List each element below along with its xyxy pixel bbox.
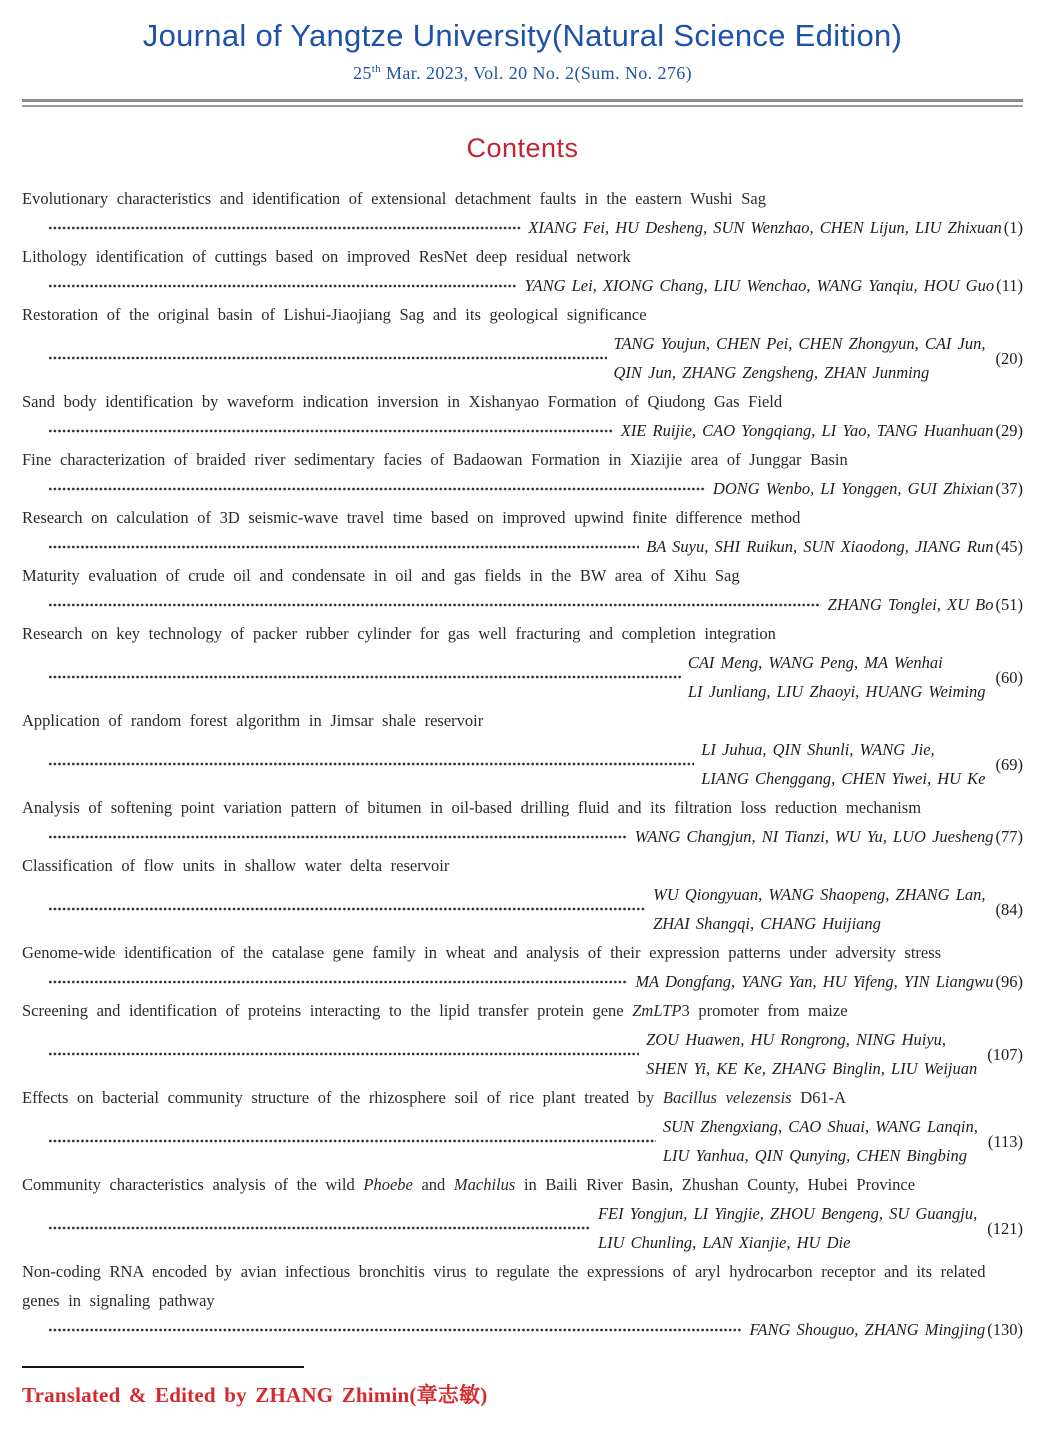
leader-row (22, 329, 1023, 387)
title-text: 3 promoter from maize (681, 1001, 848, 1020)
title-species-name: Phoebe (363, 1175, 413, 1194)
leader-row (22, 648, 1023, 706)
dot-leader (48, 353, 607, 363)
title-text: Screening and identification of proteins interacting to the lipid transfer protein gene (22, 1001, 633, 1020)
article-title: Analysis of softening point variation pattern of bitumen in oil-based drilling fluid and its filtration loss reduction mechanism (22, 798, 922, 817)
author-line: LIANG Chenggang, CHEN Yiwei, HU Ke (701, 769, 986, 788)
page-number: (20) (995, 348, 1023, 368)
article-title: Evolutionary characteristics and identification of extensional detachment faults in the eastern Wushi Sag (22, 189, 766, 208)
header-divider (22, 99, 1023, 107)
toc-entry (22, 996, 1023, 1083)
contents-heading: Contents (466, 133, 579, 163)
page-number: (84) (995, 899, 1023, 919)
article-title: Lithology identification of cuttings based on improved ResNet deep residual network (22, 247, 631, 266)
article-title: Restoration of the original basin of Lishui-Jiaojiang Sag and its geological significance (22, 305, 647, 324)
journal-title: Journal of Yangtze University(Natural Science Edition) (142, 18, 903, 53)
dot-leader (48, 759, 694, 769)
author-line: LIU Chunling, LAN Xianjie, HU Die (597, 1233, 851, 1252)
author-block (614, 329, 986, 387)
page-number: (45) (995, 537, 1023, 556)
toc-entry (22, 851, 1023, 938)
page-number: (107) (987, 1044, 1023, 1064)
leader-row (22, 880, 1023, 938)
leader-row (22, 1025, 1023, 1083)
table-of-contents (22, 184, 1023, 1344)
footnote-divider (22, 1366, 304, 1368)
issue-day-suffix: th (371, 63, 382, 75)
leader-row (22, 1315, 1023, 1344)
article-title: Fine characterization of braided river sedimentary facies of Badaowan Formation in Xiazijie area of Junggar Basin (22, 450, 848, 469)
dot-leader (48, 977, 628, 987)
toc-entry (22, 387, 1023, 445)
page-number: (37) (995, 479, 1023, 498)
author-line: ZOU Huawen, HU Rongrong, NING Huiyu, (646, 1030, 947, 1049)
article-title (22, 996, 1023, 1025)
dot-leader (48, 832, 628, 842)
page-number: (113) (987, 1131, 1023, 1151)
title-species-name: Machilus (453, 1175, 516, 1194)
translator-credit: Translated & Edited by ZHANG Zhimin(章志敏) (22, 1383, 488, 1407)
page-number: (130) (987, 1320, 1023, 1339)
issue-info: Mar. 2023, Vol. 20 No. 2(Sum. No. 276) (381, 63, 693, 83)
dot-leader (48, 600, 821, 610)
dot-leader (48, 1223, 591, 1233)
leader-row (22, 532, 1023, 561)
dot-leader (48, 672, 681, 682)
author-line: ZHAI Shangqi, CHANG Huijiang (653, 914, 881, 933)
toc-entry (22, 793, 1023, 851)
leader-row (22, 735, 1023, 793)
author-line: LI Juhua, QIN Shunli, WANG Jie, (701, 740, 935, 759)
author-line: XIANG Fei, HU Desheng, SUN Wenzhao, CHEN Lijun, LIU Zhixuan (528, 218, 1002, 237)
toc-entry (22, 706, 1023, 793)
author-line: ZHANG Tonglei, XU Bo (827, 595, 994, 614)
leader-row (22, 271, 1023, 300)
title-text: Effects on bacterial community structure of the rhizosphere soil of rice plant treated by (22, 1088, 663, 1107)
author-line: MA Dongfang, YANG Yan, HU Yifeng, YIN Liangwu (635, 972, 994, 991)
author-line: SHEN Yi, KE Ke, ZHANG Binglin, LIU Weijuan (646, 1059, 978, 1078)
leader-row (22, 1199, 1023, 1257)
author-line: DONG Wenbo, LI Yonggen, GUI Zhixian (712, 479, 994, 498)
page-number: (77) (995, 827, 1023, 846)
article-title (22, 1170, 1023, 1199)
masthead (22, 18, 1023, 107)
dot-leader (48, 281, 517, 291)
author-line: LI Junliang, LIU Zhaoyi, HUANG Weiming (687, 682, 986, 701)
title-gene-name: ZmLTP (632, 1001, 682, 1020)
author-line: QIN Jun, ZHANG Zengsheng, ZHAN Junming (613, 363, 930, 382)
dot-leader (48, 1136, 656, 1146)
leader-row (22, 474, 1023, 503)
author-block (646, 1025, 977, 1083)
author-block (598, 1199, 977, 1257)
toc-entry (22, 1170, 1023, 1257)
toc-entry (22, 242, 1023, 300)
dot-leader (48, 1325, 742, 1335)
author-block (653, 880, 985, 938)
title-text: in Baili River Basin, Zhushan County, Hubei Province (515, 1175, 916, 1194)
author-block (701, 735, 985, 793)
dot-leader (48, 223, 521, 233)
leader-row (22, 822, 1023, 851)
toc-entry (22, 561, 1023, 619)
dot-leader (48, 1049, 639, 1059)
page-number: (69) (995, 754, 1023, 774)
author-line: LIU Yanhua, QIN Qunying, CHEN Bingbing (662, 1146, 967, 1165)
article-title: Research on calculation of 3D seismic-wave travel time based on improved upwind finite difference method (22, 508, 801, 527)
author-line: TANG Youjun, CHEN Pei, CHEN Zhongyun, CAI Jun, (613, 334, 986, 353)
author-block (663, 1112, 978, 1170)
author-line: BA Suyu, SHI Ruikun, SUN Xiaodong, JIANG Run (646, 537, 994, 556)
article-title: Maturity evaluation of crude oil and condensate in oil and gas fields in the BW area of Xihu Sag (22, 566, 740, 585)
issue-day: 25 (352, 63, 372, 83)
author-line: FEI Yongjun, LI Yingjie, ZHOU Bengeng, SU Guangju, (597, 1204, 978, 1223)
dot-leader (48, 426, 614, 436)
title-text: and (412, 1175, 454, 1194)
author-line: XIE Ruijie, CAO Yongqiang, LI Yao, TANG Huanhuan (620, 421, 994, 440)
leader-row (22, 213, 1023, 242)
toc-entry (22, 1257, 1023, 1344)
issue-date-line (22, 63, 1023, 84)
toc-entry (22, 445, 1023, 503)
leader-row (22, 1112, 1023, 1170)
toc-entry (22, 300, 1023, 387)
author-block (688, 648, 986, 706)
toc-entry (22, 938, 1023, 996)
author-line: SUN Zhengxiang, CAO Shuai, WANG Lanqin, (662, 1117, 978, 1136)
author-line: FANG Shouguo, ZHANG Mingjing (749, 1320, 986, 1339)
title-species-name: Bacillus velezensis (662, 1088, 792, 1107)
toc-entry (22, 503, 1023, 561)
article-title: Genome-wide identification of the catalase gene family in wheat and analysis of their expression patterns under adversity stress (22, 943, 942, 962)
dot-leader (48, 904, 646, 914)
leader-row (22, 590, 1023, 619)
dot-leader (48, 484, 706, 494)
page-number: (121) (987, 1218, 1023, 1238)
article-title: Research on key technology of packer rubber cylinder for gas well fracturing and completion integration (22, 624, 776, 643)
article-title: Classification of flow units in shallow water delta reservoir (22, 856, 450, 875)
author-line: YANG Lei, XIONG Chang, LIU Wenchao, WANG Yanqiu, HOU Guo (524, 276, 995, 295)
toc-entry (22, 1083, 1023, 1170)
leader-row (22, 416, 1023, 445)
author-line: WU Qiongyuan, WANG Shaopeng, ZHANG Lan, (653, 885, 986, 904)
toc-entry (22, 184, 1023, 242)
page-number: (96) (995, 972, 1023, 991)
author-line: WANG Changjun, NI Tianzi, WU Yu, LUO Juesheng (634, 827, 994, 846)
toc-entry (22, 619, 1023, 706)
page-number: (51) (995, 595, 1023, 614)
leader-row (22, 967, 1023, 996)
page-number: (60) (995, 667, 1023, 687)
title-text: Community characteristics analysis of the wild (22, 1175, 364, 1194)
page-number: (11) (996, 276, 1023, 295)
page-footer (22, 1366, 1023, 1409)
article-title: Non-coding RNA encoded by avian infectious bronchitis virus to regulate the expressions of aryl hydrocarbon receptor and its related genes in signaling pathway (22, 1262, 986, 1310)
author-line: CAI Meng, WANG Peng, MA Wenhai (687, 653, 943, 672)
dot-leader (48, 542, 639, 552)
article-title: Application of random forest algorithm in Jimsar shale reservoir (22, 711, 484, 730)
page-number: (1) (1003, 218, 1023, 237)
article-title: Sand body identification by waveform indication inversion in Xishanyao Formation of Qiudong Gas Field (22, 392, 783, 411)
article-title (22, 1083, 1023, 1112)
page-number: (29) (995, 421, 1023, 440)
title-text: D61-A (791, 1088, 847, 1107)
